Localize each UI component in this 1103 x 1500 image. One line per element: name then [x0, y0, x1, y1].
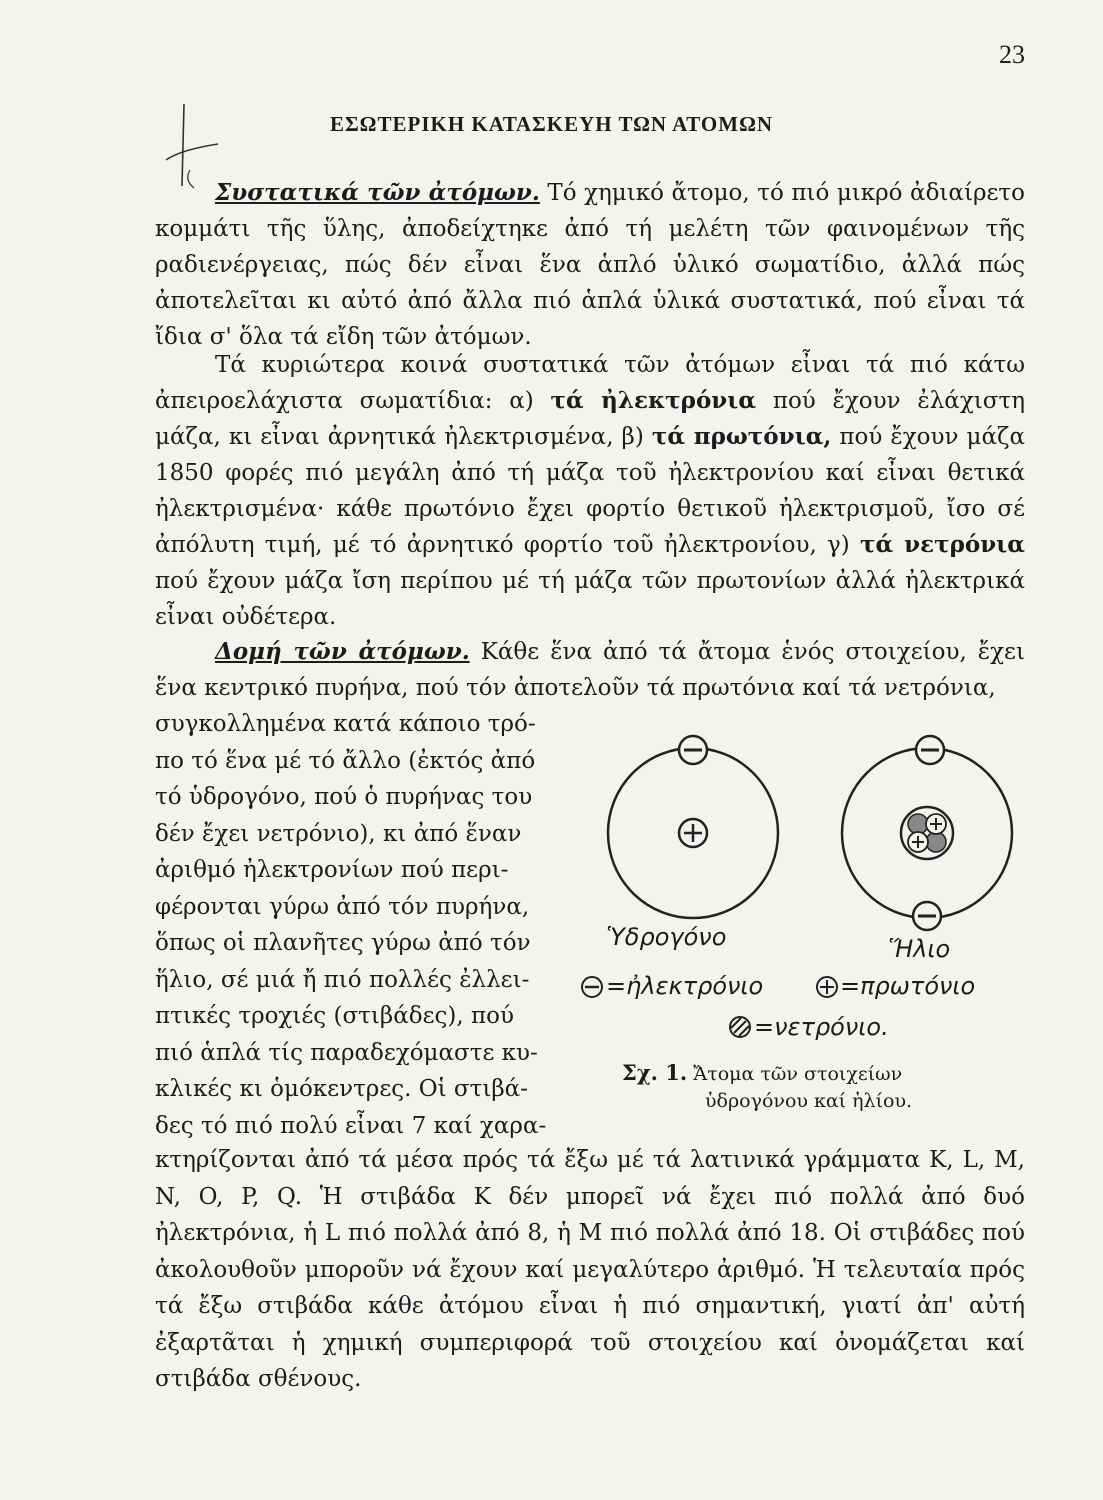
paragraph-constituents	[155, 175, 1025, 355]
legend-electron-icon	[582, 977, 602, 997]
structure-intro-text: Κάθε ἕνα ἀπό τά ἄτομα ἑνός στοιχείου, ἔχει ἕνα κεντρικό πυρήνα, πού τόν ἀποτελοῦν τά πρωτόνια καί τά νετρόνια,	[155, 639, 1025, 701]
column-line: πο τό ἕνα μέ τό ἄλλο (ἐκτός ἀπό	[155, 747, 536, 774]
term-electrons: τά ἠλεκτρόνια	[550, 387, 757, 414]
legend-electron-text: =ἠλεκτρόνιο	[606, 972, 764, 1000]
atom-diagram	[570, 730, 1040, 1010]
chapter-heading: ΕΣΩΤΕΡΙΚΗ ΚΑΤΑΣΚΕΥΗ ΤΩΝ ΑΤΟΜΩΝ	[329, 112, 774, 136]
text-fragment: πού ἔχουν ἐλάχιστη μάζα, κι εἶναι ἀρνητικά ἠλεκτρισμένα, β)	[155, 388, 1025, 450]
paragraph-constituents-body: Τό χημικό ἄτομο, τό πιό μικρό ἀδιαίρετο κομμάτι τῆς ὕλης, ἀποδείχτηκε ἀπό τή μελέτη τῶν φαινομένων τῆς ραδιενέργειας, πώς δέν εἶναι ἕνα ἁπλό ὑλικό σωματίδιο, ἀλλά πώς ἀποτελεῖται κι αὐτό ἀπό ἄλλα πιό ἁπλά ὑλικά συστατικά, πού εἶναι τά ἴδια σ' ὅλα τά εἴδη τῶν ἀτόμων.	[155, 180, 1025, 350]
text-fragment: πού ἔχουν μάζα ἴση περίπου μέ τή μάζα τῶν πρωτονίων ἀλλά ἠλεκτρικά εἶναι οὐδέτερα.	[155, 568, 1025, 630]
column-line: κλικές κι ὁμόκεντρες. Οἱ στιβά-	[155, 1076, 528, 1102]
hydrogen-label: Ὑδρογόνο	[606, 923, 727, 951]
caption-text-line2: ὑδρογόνου καί ἡλίου.	[705, 1090, 913, 1112]
column-line: συγκολλημένα κατά κάποιο τρό-	[155, 711, 536, 737]
caption-number: Σχ. 1.	[622, 1060, 688, 1085]
column-line: τό ὑδρογόνο, πού ὁ πυρήνας του	[155, 784, 533, 810]
hydrogen-proton-icon	[679, 819, 707, 847]
section-title-structure: Δομή τῶν ἀτόμων.	[215, 638, 470, 665]
column-line: ἥλιο, σέ μιά ἤ πιό πολλές ἐλλει-	[155, 966, 530, 993]
column-line: ἀριθμό ἠλεκτρονίων πού περι-	[155, 857, 509, 883]
helium-label: Ἥλιο	[888, 935, 951, 963]
paragraph-structure-intro	[155, 634, 1025, 706]
column-line: φέρονται γύρω ἀπό τόν πυρήνα,	[155, 893, 530, 920]
legend-proton-icon	[817, 977, 837, 997]
column-line: δέν ἔχει νετρόνιο), κι ἀπό ἕναν	[155, 820, 522, 847]
structure-column-text	[155, 706, 560, 1144]
figure-caption	[622, 1060, 902, 1087]
column-line: πτικές τροχιές (στιβάδες), πού	[155, 1003, 514, 1029]
paragraph-particles	[155, 347, 1025, 635]
page-number: 23	[999, 40, 1025, 69]
helium-nucleus-icon	[901, 807, 953, 859]
column-line: δες τό πιό πολύ εἶναι 7 καί χαρα-	[155, 1112, 547, 1139]
hydrogen-electron-icon	[679, 736, 707, 764]
caption-text: Ἄτομα τῶν στοιχείων	[693, 1063, 903, 1085]
column-line: πιό ἁπλά τίς παραδεχόμαστε κυ-	[155, 1039, 538, 1066]
section-title-constituents: Συστατικά τῶν ἀτόμων.	[215, 179, 540, 206]
paragraph-shells: κτηρίζονται ἀπό τά μέσα πρός τά ἔξω μέ τά λατινικά γράμματα K, L, M, N, O, P, Q. Ἡ στιβάδα K δέν μπορεῖ νά ἔχει πιό πολλά ἀπό δυό ἠλεκτρόνια, ἡ L πιό πολλά ἀπό 8, ἡ M πιό πολλά ἀπό 18. Οἱ στιβάδες πού ἀκολουθοῦν μποροῦν νά ἔχουν καί μεγαλύτερο ἀριθμό. Ἡ τελευταία πρός τά ἔξω στιβάδα κάθε ἀτόμου εἶναι ἡ πιό σημαντική, γιατί ἀπ' αὐτή ἐξαρτᾶται ἡ χημική συμπεριφορά τοῦ στοιχείου καί ὀνομάζεται καί στιβάδα σθένους.	[155, 1147, 1025, 1392]
atom-diagram-figure	[570, 730, 1040, 1130]
column-line: ὅπως οἱ πλανῆτες γύρω ἀπό τόν	[155, 930, 531, 956]
helium-electron-top-icon	[916, 736, 944, 764]
legend-neutron-icon	[727, 1014, 753, 1040]
text-fragment: πού ἔχουν μάζα 1850 φορές πιό μεγάλη ἀπό τή μάζα τοῦ ἠλεκτρονίου καί εἶναι θετικά ἠλεκτρισμένα· κάθε πρωτόνιο ἔχει φορτίο θετικοῦ ἠλεκτρισμοῦ, ἴσο σέ ἀπόλυτη τιμή, μέ τό ἀρνητικό φορτίο τοῦ ἠλεκτρονίου, γ)	[155, 424, 1026, 558]
text-fragment: Τά κυριώτερα κοινά συστατικά τῶν ἀτόμων εἶναι τά πιό κάτω ἀπειροελάχιστα σωματίδια: α)	[155, 352, 1025, 414]
term-protons: τά πρωτόνια,	[651, 423, 832, 450]
legend-neutron-text: =νετρόνιο.	[754, 1013, 889, 1041]
term-neutrons: τά νετρόνια	[860, 531, 1025, 558]
helium-electron-bottom-icon	[913, 902, 941, 930]
legend-proton-text: =πρωτόνιο	[840, 972, 976, 1000]
